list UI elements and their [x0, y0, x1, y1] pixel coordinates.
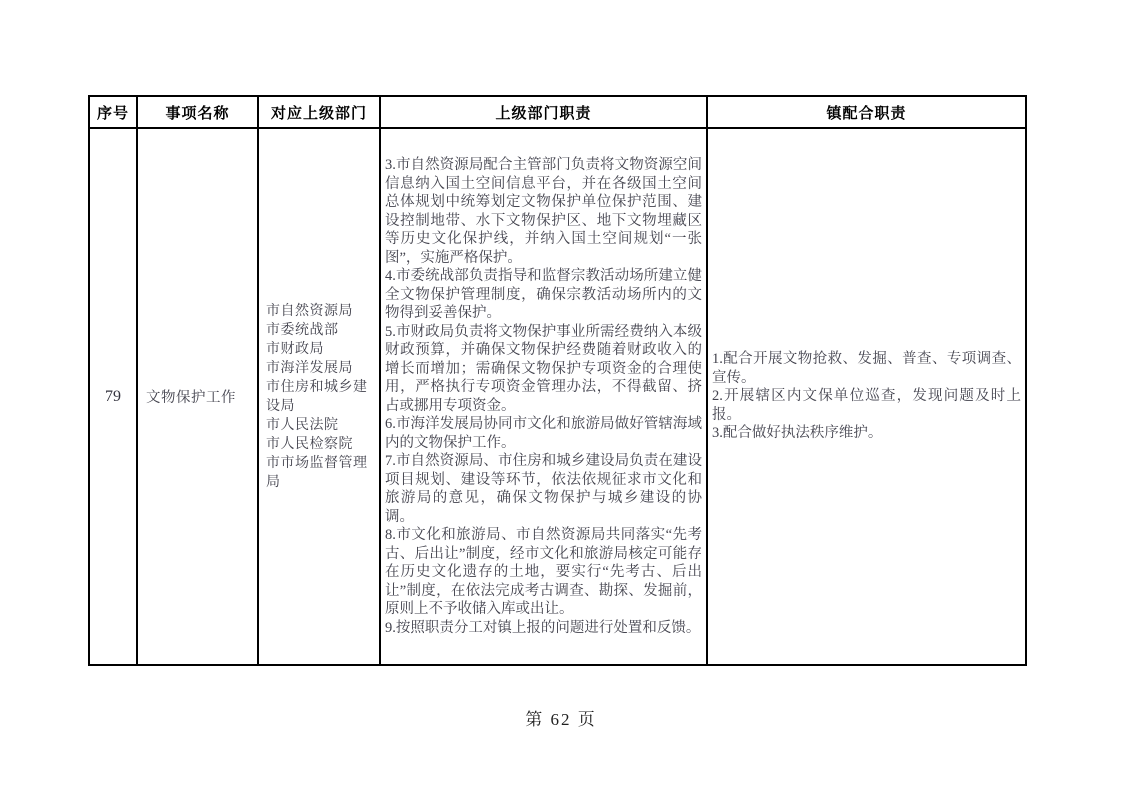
dept-item: 市市场监督管理局: [266, 455, 368, 490]
dept-item: 市自然资源局: [266, 303, 353, 319]
town-duty-paragraph: 1.配合开展文物抢救、发掘、普查、专项调查、宣传。: [712, 351, 1021, 386]
duty-paragraph: 5.市财政局负责将文物保护事业所需经费纳入本级财政预算，并确保文物保护经费随着财政收入的增长而增加；需确保文物保护专项资金的合理使用，严格执行专项资金管理办法，不得截留、挤占或挪用专项资金。: [385, 323, 702, 414]
responsibility-table: [88, 95, 1027, 666]
dept-item: 市海洋发展局: [266, 360, 353, 376]
col-header-superior-duty: 上级部门职责: [380, 96, 707, 128]
page-footer: 第 62 页: [525, 710, 597, 729]
duty-paragraph: 6.市海洋发展局协同市文化和旅游局做好管辖海域内的文物保护工作。: [385, 416, 702, 451]
dept-item: 市委统战部: [266, 322, 339, 338]
row-number-cell: 79: [89, 128, 137, 665]
dept-item: 市住房和城乡建设局: [266, 379, 368, 414]
town-duty-cell: [707, 128, 1026, 665]
col-header-no: 序号: [89, 96, 137, 128]
dept-item: 市财政局: [266, 341, 324, 357]
duty-paragraph: 8.市文化和旅游局、市自然资源局共同落实“先考古、后出让”制度，经市文化和旅游局核定可能存在历史文化遗存的土地，要实行“先考古、后出让”制度，在依法完成考古调查、勘探、发掘前，原则上不予收储入库或出让。: [385, 527, 702, 617]
table-row: [89, 128, 1026, 665]
table-header-row: [89, 96, 1026, 128]
superior-dept-cell: [258, 128, 380, 665]
col-header-superior-dept: 对应上级部门: [258, 96, 380, 128]
duty-paragraph: 7.市自然资源局、市住房和城乡建设局负责在建设项目规划、建设等环节，依法依规征求市文化和旅游局的意见，确保文物保护与城乡建设的协调。: [385, 453, 702, 525]
dept-item: 市人民法院: [266, 417, 339, 433]
town-duty-paragraph: 2.开展辖区内文保单位巡查，发现问题及时上报。: [712, 388, 1021, 423]
duty-paragraph: 4.市委统战部负责指导和监督宗教活动场所建立健全文物保护管理制度，确保宗教活动场所内的文物得到妥善保护。: [385, 268, 702, 321]
duty-paragraph: 3.市自然资源局配合主管部门负责将文物资源空间信息纳入国土空间信息平台，并在各级国土空间总体规划中统筹划定文物保护单位保护范围、建设控制地带、水下文物保护区、地下文物埋藏区等历史文化保护线，并纳入国土空间规划“一张图”，实施严格保护。: [385, 157, 702, 266]
col-header-town-duty: 镇配合职责: [707, 96, 1026, 128]
town-duty-paragraph: 3.配合做好执法秩序维护。: [712, 425, 883, 442]
col-header-item-name: 事项名称: [137, 96, 258, 128]
dept-item: 市人民检察院: [266, 436, 353, 452]
duty-paragraph: 9.按照职责分工对镇上报的问题进行处置和反馈。: [385, 619, 701, 636]
superior-duty-cell: [380, 128, 707, 665]
item-name-cell: 文物保护工作: [137, 128, 258, 665]
